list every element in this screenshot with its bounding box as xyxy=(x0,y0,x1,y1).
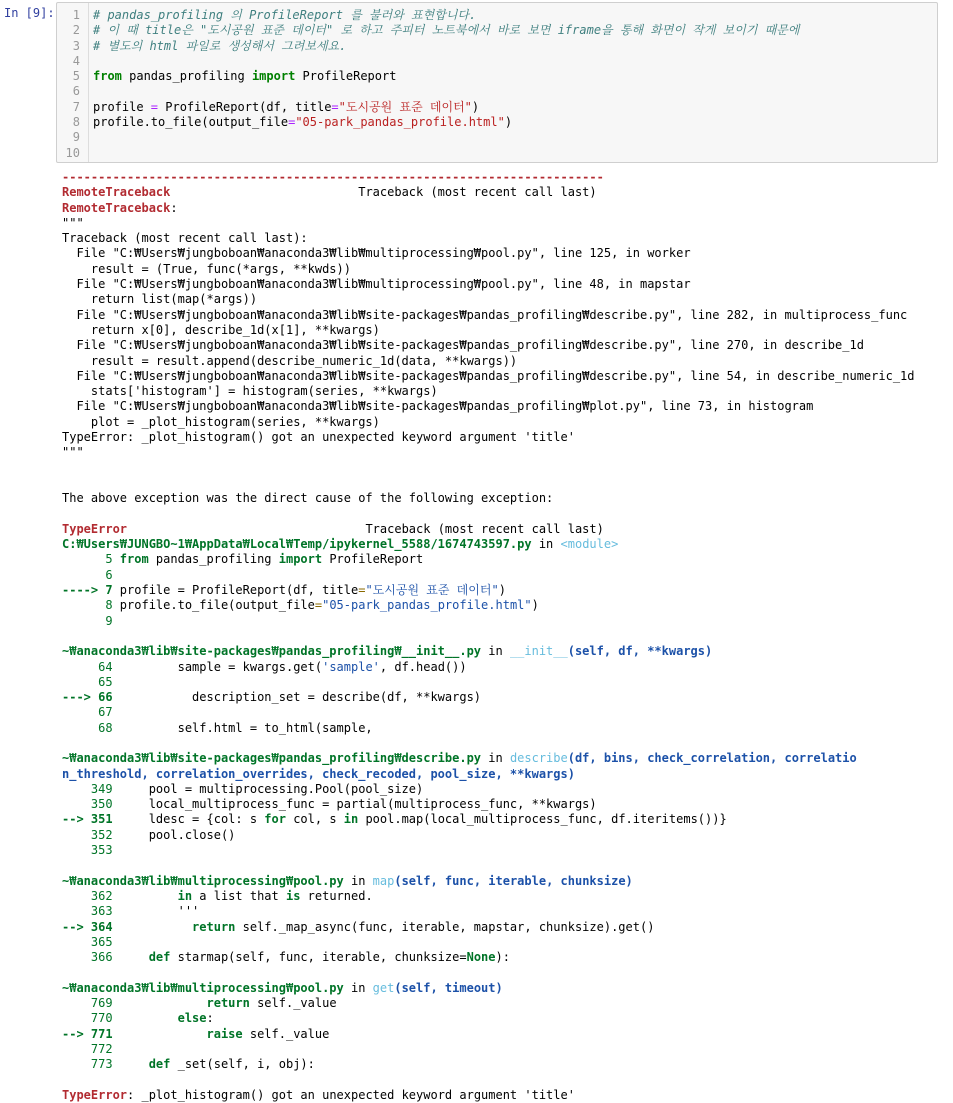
blank-line xyxy=(62,965,953,980)
output-line: return x[0], describe_1d(x[1], **kwargs) xyxy=(62,322,380,337)
code-context-line: 6 xyxy=(62,567,113,582)
frame-header xyxy=(62,981,953,996)
output-text: in xyxy=(481,751,510,766)
output-text: sample = kwargs.get( xyxy=(119,659,323,674)
code-context-line: 65 xyxy=(62,674,113,689)
output-text: : xyxy=(170,200,178,215)
output-text: starmap(self, func, iterable, chunksize= xyxy=(170,950,467,965)
code-context-line: 9 xyxy=(62,613,113,628)
code-line xyxy=(93,84,933,99)
output-text: ProfileReport xyxy=(322,552,424,567)
line-number: 7 xyxy=(72,99,80,114)
code-context-line xyxy=(62,889,953,904)
code-cell[interactable] xyxy=(56,2,938,163)
line-number: 769 xyxy=(62,996,120,1011)
blank-line xyxy=(62,476,953,491)
output-line: result = result.append(describe_numeric_1d(data, **kwargs)) xyxy=(62,353,518,368)
line-number: 366 xyxy=(62,950,120,965)
code-context-line: 67 xyxy=(62,705,113,720)
error-arrow: ----> 7 xyxy=(62,583,120,598)
output-text: ) xyxy=(531,598,539,613)
code-token: ProfileReport xyxy=(295,69,397,84)
output-text: self._value xyxy=(242,1026,330,1041)
output-text: ): xyxy=(495,950,510,965)
code-line xyxy=(93,146,933,161)
code-token: ) xyxy=(471,99,480,114)
exception-name: TypeError xyxy=(62,521,128,536)
output-text: profile.to_file(output_file xyxy=(119,598,315,613)
code-line xyxy=(93,115,933,130)
code-context-line xyxy=(62,690,953,705)
code-context-line xyxy=(62,552,953,567)
frame-function: map xyxy=(372,873,395,888)
output-line: The above exception was the direct cause of the following exception: xyxy=(62,491,554,506)
frame-path: ~₩anaconda3₩lib₩site-packages₩pandas_profiling₩describe.py xyxy=(62,751,482,766)
line-number: 6 xyxy=(72,84,80,99)
blank-line xyxy=(62,1073,953,1088)
line-number: 1 xyxy=(72,8,80,22)
keyword: None xyxy=(466,950,496,965)
output-line xyxy=(62,201,953,216)
exception-name: TypeError xyxy=(62,1087,128,1102)
keyword: def xyxy=(119,1057,171,1072)
code-context-line xyxy=(62,828,953,843)
frame-path: ~₩anaconda3₩lib₩multiprocessing₩pool.py xyxy=(62,873,344,888)
code-context-line xyxy=(62,1027,953,1042)
code-line xyxy=(93,8,933,23)
line-number: 64 xyxy=(62,659,120,674)
keyword: from xyxy=(93,69,122,84)
output-text: ldesc = {col: s xyxy=(119,812,265,827)
code-context-line xyxy=(62,598,953,613)
code-token: profile xyxy=(93,99,151,114)
operator: = xyxy=(314,598,323,613)
frame-path: C:₩Users₩JUNGBO~1₩AppData₩Local₩Temp/ipykernel_5588/1674743597.py xyxy=(62,537,532,552)
keyword: import xyxy=(251,69,296,84)
line-number: 363 xyxy=(62,904,120,919)
output-text: in xyxy=(343,873,373,888)
output-text: : xyxy=(206,1011,214,1026)
output-text: self.html = to_html(sample, xyxy=(119,720,373,735)
code-token: profile.to_file(output_file xyxy=(93,115,289,130)
final-error-line xyxy=(62,1088,953,1103)
output-line: plot = _plot_histogram(series, **kwargs) xyxy=(62,414,380,429)
output-text: pool = multiprocessing.Pool(pool_size) xyxy=(119,781,424,796)
blank-line xyxy=(62,629,953,644)
output-line: result = (True, func(*args, **kwds)) xyxy=(62,261,351,276)
frame-header xyxy=(62,644,953,659)
frame-path: ~₩anaconda3₩lib₩multiprocessing₩pool.py xyxy=(62,980,344,995)
cell-prompt: In [9]: xyxy=(4,6,55,20)
code-line xyxy=(93,130,933,145)
blank-line xyxy=(62,461,953,476)
output-line: return list(map(*args)) xyxy=(62,292,258,307)
code-token: ) xyxy=(504,115,513,130)
frame-header xyxy=(62,751,953,766)
code-context-line xyxy=(62,782,953,797)
string: "도시공원 표준 데이터" xyxy=(338,99,472,114)
code-context-line xyxy=(62,660,953,675)
frame-function: <module> xyxy=(560,537,619,552)
line-number: 9 xyxy=(72,130,80,145)
line-number: 10 xyxy=(65,145,80,160)
exception-name: RemoteTraceback xyxy=(62,185,171,200)
frame-signature: (df, bins, check_correlation, correlatio xyxy=(567,751,857,766)
line-number: 3 xyxy=(72,38,80,53)
code-context-line xyxy=(62,950,953,965)
output-text: profile = ProfileReport(df, title xyxy=(119,583,359,598)
output-text: _set(self, i, obj): xyxy=(170,1057,315,1072)
code-line xyxy=(93,100,933,115)
code-token: ProfileReport(df, title xyxy=(158,99,332,114)
output-text: , df.head()) xyxy=(379,659,467,674)
output-line: File "C:₩Users₩jungboboan₩anaconda3₩lib₩multiprocessing₩pool.py", line 125, in worker xyxy=(62,246,691,261)
line-number: 773 xyxy=(62,1057,120,1072)
frame-signature: (self, func, iterable, chunksize) xyxy=(394,873,633,888)
blank-line xyxy=(62,507,953,522)
output-line: Traceback (most recent call last): xyxy=(62,231,308,246)
output-text: in xyxy=(343,980,373,995)
string: "도시공원 표준 데이터" xyxy=(365,583,499,598)
line-number: 350 xyxy=(62,797,120,812)
line-number: 4 xyxy=(72,53,80,68)
code-context-line xyxy=(62,904,953,919)
output-text: returned. xyxy=(300,888,373,903)
code-context-line: 353 xyxy=(62,843,113,858)
frame-function: get xyxy=(372,980,395,995)
output-text: pool.map(local_multiprocess_func, df.iteritems())} xyxy=(358,812,727,827)
error-arrow: --> 351 xyxy=(62,812,120,827)
comment: # 이 때 title은 "도시공원 표준 데이터" 로 하고 주피터 노트북에서 바로 보면 iframe을 통해 화면이 작게 보이기 때문에 xyxy=(93,23,800,38)
output-line xyxy=(62,522,953,537)
code-context-line xyxy=(62,920,953,935)
output-text: description_set = describe(df, **kwargs) xyxy=(119,690,482,705)
code-context-line xyxy=(62,721,953,736)
cell-output xyxy=(62,170,953,1103)
keyword: in xyxy=(119,888,193,903)
frame-function: __init__ xyxy=(509,644,568,659)
frame-function: describe xyxy=(509,751,568,766)
traceback-divider: --------------------------------------------------------------------------- xyxy=(62,170,604,184)
code-context-line xyxy=(62,583,953,598)
frame-header xyxy=(62,874,953,889)
line-number-gutter xyxy=(57,3,89,162)
code-context-line xyxy=(62,1011,953,1026)
code-editor[interactable] xyxy=(93,8,933,161)
line-number: 8 xyxy=(72,115,80,130)
comment: # pandas_profiling 의 ProfileReport 를 불러와 표현합니다. xyxy=(93,8,477,22)
output-line: File "C:₩Users₩jungboboan₩anaconda3₩lib₩site-packages₩pandas_profiling₩describe.py", line 54, in describe_numeric_1d xyxy=(62,368,915,383)
code-context-line xyxy=(62,1057,953,1072)
line-number: 349 xyxy=(62,781,120,796)
error-message: : _plot_histogram() got an unexpected keyword argument 'title' xyxy=(127,1087,575,1102)
code-token: pandas_profiling xyxy=(121,69,252,84)
frame-signature: (self, timeout) xyxy=(394,980,503,995)
output-line: File "C:₩Users₩jungboboan₩anaconda3₩lib₩multiprocessing₩pool.py", line 48, in mapstar xyxy=(62,277,691,292)
error-arrow: --> 364 xyxy=(62,919,120,934)
string: 'sample' xyxy=(322,659,380,674)
output-text: pool.close() xyxy=(119,827,236,842)
output-text: self._map_async(func, iterable, mapstar, chunksize).get() xyxy=(235,919,655,934)
keyword: return xyxy=(119,996,250,1011)
operator: = xyxy=(288,115,296,130)
line-number: 2 xyxy=(72,23,80,38)
string: "05-park_pandas_profile.html" xyxy=(322,598,532,613)
keyword: in xyxy=(343,812,359,827)
keyword: is xyxy=(285,888,301,903)
output-text: Traceback (most recent call last) xyxy=(127,521,604,536)
keyword: raise xyxy=(119,1026,243,1041)
output-text: in xyxy=(531,537,561,552)
line-number: 352 xyxy=(62,827,120,842)
keyword: from xyxy=(119,552,149,567)
error-arrow: ---> 66 xyxy=(62,690,120,705)
code-line xyxy=(93,54,933,69)
line-number: 5 xyxy=(72,69,80,84)
output-line: File "C:₩Users₩jungboboan₩anaconda3₩lib₩site-packages₩pandas_profiling₩describe.py", line 270, in describe_1d xyxy=(62,338,864,353)
output-line: File "C:₩Users₩jungboboan₩anaconda3₩lib₩site-packages₩pandas_profiling₩describe.py", line 282, in multiprocess_func xyxy=(62,307,908,322)
output-text: Traceback (most recent call last) xyxy=(170,185,597,200)
error-arrow: --> 771 xyxy=(62,1026,120,1041)
operator: = xyxy=(358,583,366,598)
code-context-line: 772 xyxy=(62,1041,113,1056)
output-line: TypeError: _plot_histogram() got an unexpected keyword argument 'title' xyxy=(62,430,575,445)
keyword: return xyxy=(119,919,236,934)
keyword: import xyxy=(278,552,323,567)
keyword: else xyxy=(119,1011,207,1026)
line-number: 5 xyxy=(62,552,120,567)
line-number: 8 xyxy=(62,598,120,613)
keyword: def xyxy=(119,950,171,965)
output-line: """ xyxy=(62,215,84,230)
frame-signature: (self, df, **kwargs) xyxy=(567,644,713,659)
line-number: 770 xyxy=(62,1011,120,1026)
frame-path: ~₩anaconda3₩lib₩site-packages₩pandas_profiling₩__init__.py xyxy=(62,644,482,659)
code-context-line: 365 xyxy=(62,934,113,949)
output-text: in xyxy=(481,644,510,659)
output-line: """ xyxy=(62,445,84,460)
code-line xyxy=(93,39,933,54)
line-number: 362 xyxy=(62,888,120,903)
output-line: File "C:₩Users₩jungboboan₩anaconda3₩lib₩site-packages₩pandas_profiling₩plot.py", line 73, in histogram xyxy=(62,399,814,414)
output-text: col, s xyxy=(285,812,344,827)
output-text: a list that xyxy=(192,888,286,903)
output-text: self._value xyxy=(249,996,337,1011)
code-line xyxy=(93,69,933,84)
output-line: stats['histogram'] = histogram(series, **kwargs) xyxy=(62,384,438,399)
code-line xyxy=(93,23,933,38)
operator: = xyxy=(331,99,339,114)
output-line xyxy=(62,185,953,200)
code-context-line xyxy=(62,797,953,812)
blank-line xyxy=(62,736,953,751)
keyword: for xyxy=(264,812,286,827)
line-number: 68 xyxy=(62,720,120,735)
frame-header xyxy=(62,537,953,552)
comment: # 별도의 html 파일로 생성해서 그려보세요. xyxy=(93,38,347,53)
output-text: local_multiprocess_func = partial(multiprocess_func, **kwargs) xyxy=(119,797,597,812)
blank-line xyxy=(62,858,953,873)
code-context-line xyxy=(62,812,953,827)
exception-name: RemoteTraceback xyxy=(62,200,171,215)
string: "05-park_pandas_profile.html" xyxy=(295,115,505,130)
output-text: pandas_profiling xyxy=(148,552,279,567)
operator: = xyxy=(150,99,159,114)
code-context-line xyxy=(62,996,953,1011)
frame-signature: n_threshold, correlation_overrides, check_recoded, pool_size, **kwargs) xyxy=(62,766,575,781)
output-text: ) xyxy=(498,583,506,598)
output-text: ''' xyxy=(119,904,200,919)
